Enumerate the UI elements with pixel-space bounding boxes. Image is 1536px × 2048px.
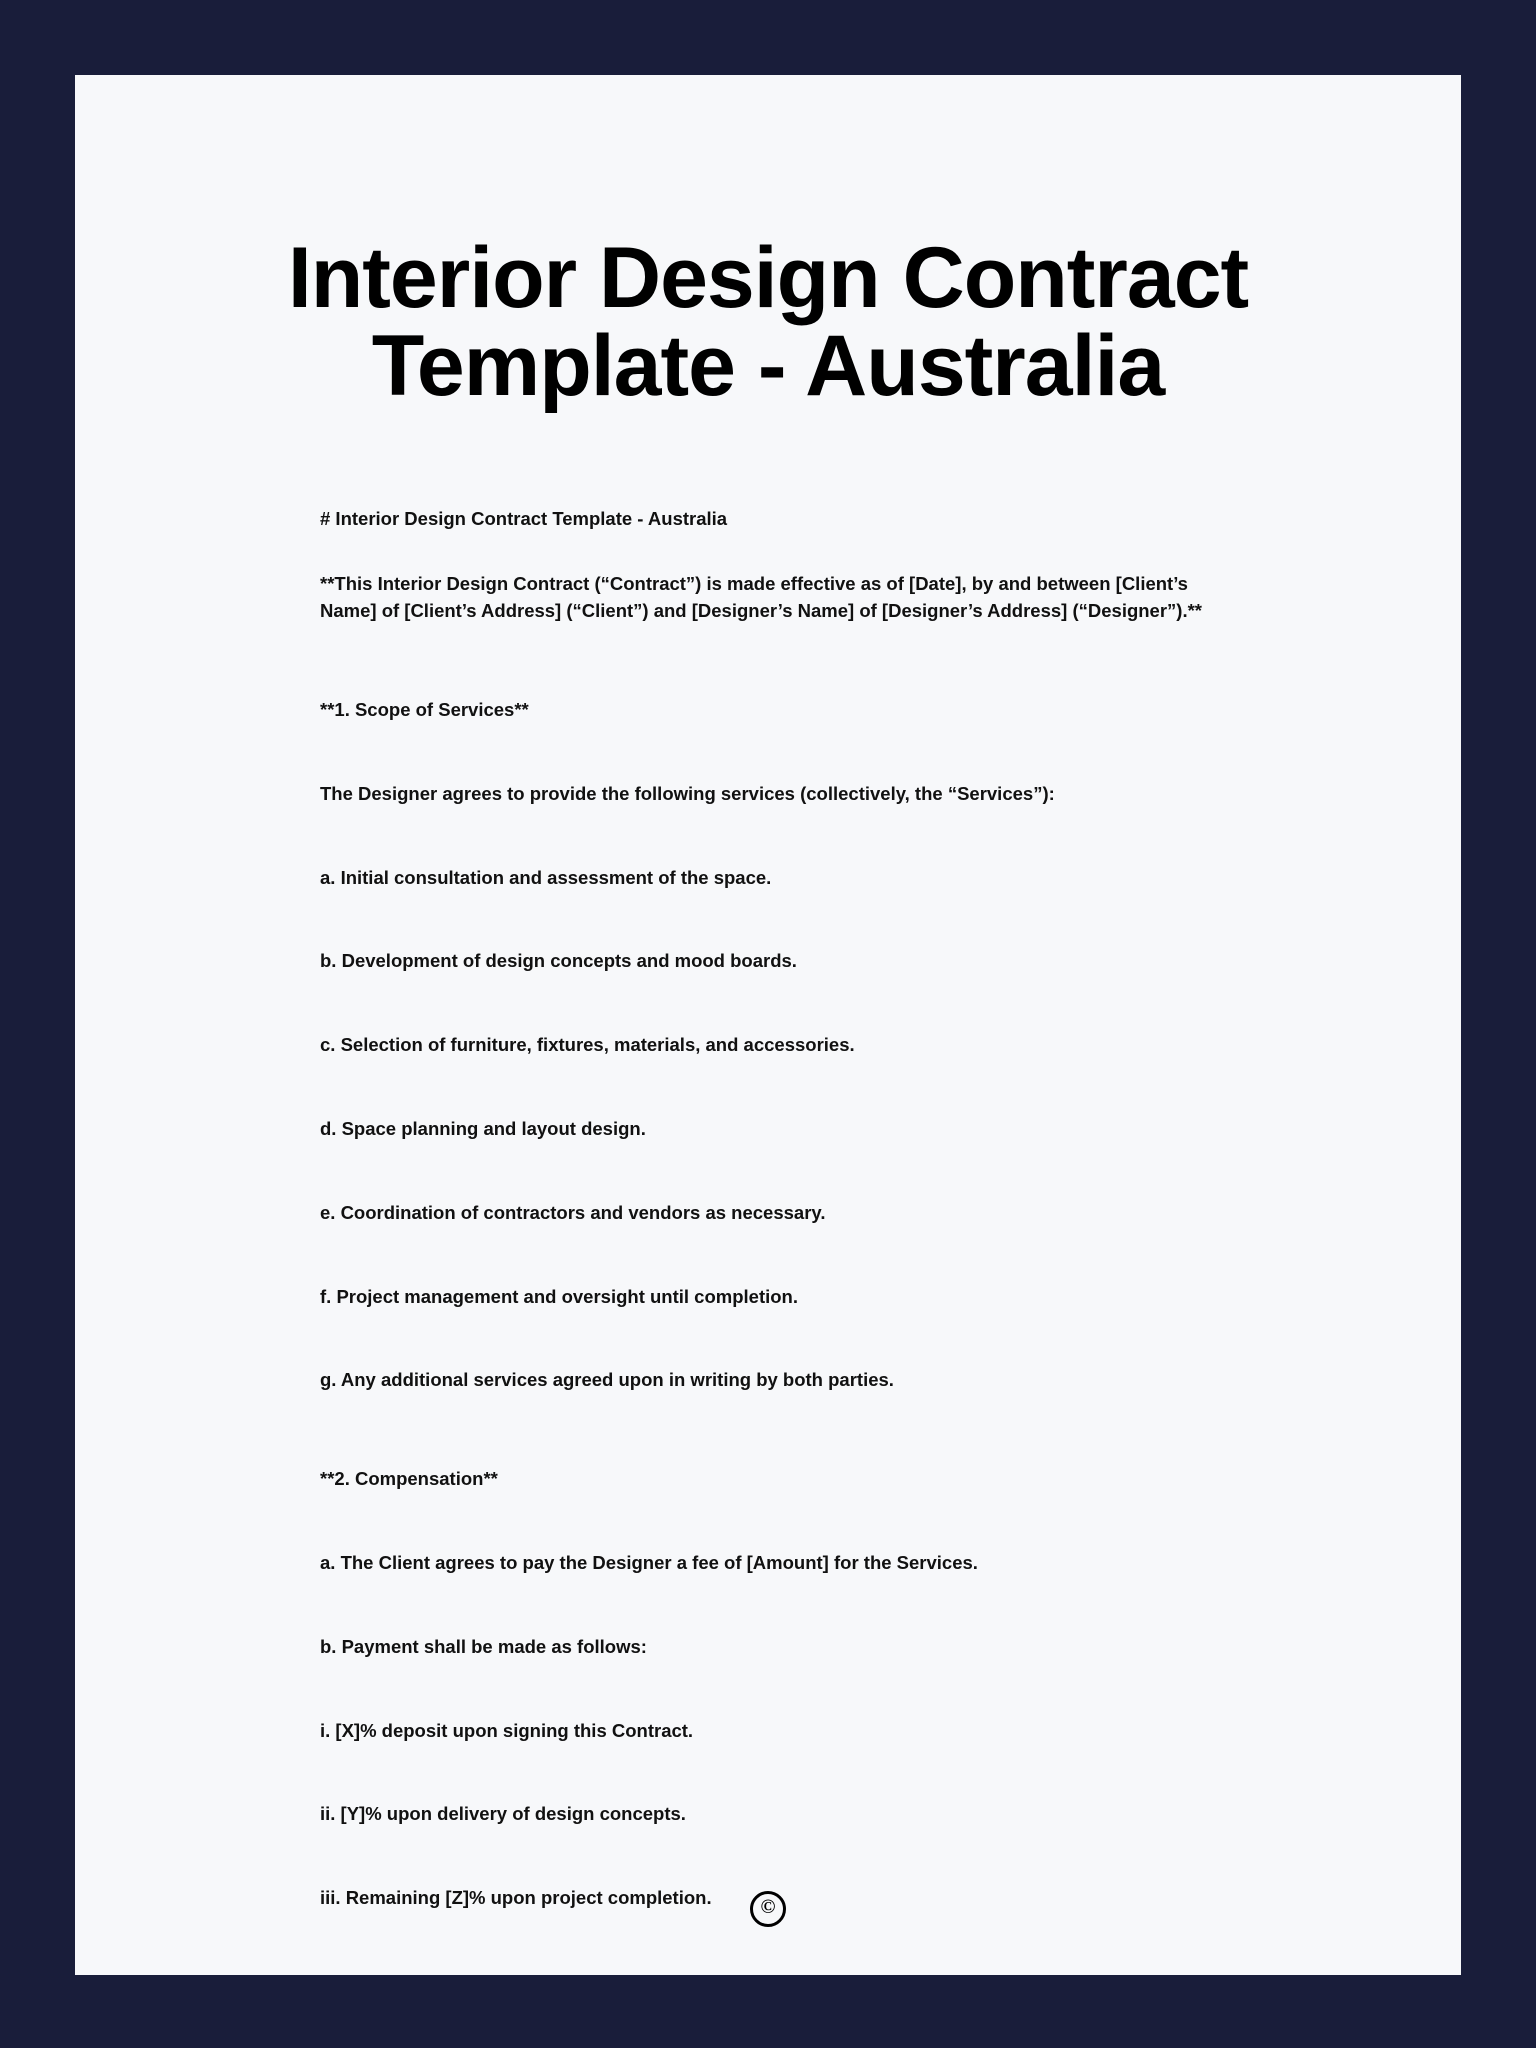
spacer — [320, 1310, 1216, 1367]
spacer — [320, 625, 1216, 697]
copyright-icon: © — [750, 1891, 786, 1927]
list-item: a. Initial consultation and assessment of the space. — [320, 866, 772, 888]
list-item: i. [X]% deposit upon signing this Contract. — [320, 1719, 694, 1741]
section-1-lead: The Designer agrees to provide the following services (collectively, the “Services”): — [320, 782, 1055, 804]
page-footer — [75, 1891, 1461, 1927]
document-body — [75, 506, 1461, 1912]
spacer — [320, 1744, 1216, 1801]
list-item: d. Space planning and layout design. — [320, 1117, 646, 1139]
spacer — [320, 1828, 1216, 1885]
list-item: g. Any additional services agreed upon in writing by both parties. — [320, 1369, 894, 1391]
spacer — [320, 1143, 1216, 1200]
spacer — [320, 1227, 1216, 1284]
spacer — [320, 975, 1216, 1032]
markdown-heading-line: # Interior Design Contract Template - Australia — [320, 508, 728, 530]
section-2-heading: **2. Compensation** — [320, 1468, 498, 1490]
list-item: ii. [Y]% upon delivery of design concepts. — [320, 1803, 686, 1825]
spacer — [320, 1493, 1216, 1550]
list-item: b. Development of design concepts and mood boards. — [320, 950, 797, 972]
list-item: e. Coordination of contractors and vendors as necessary. — [320, 1201, 826, 1223]
spacer — [320, 533, 1216, 571]
spacer — [320, 1059, 1216, 1116]
spacer — [320, 1577, 1216, 1634]
list-item: a. The Client agrees to pay the Designer a fee of [Amount] for the Services. — [320, 1552, 978, 1573]
spacer — [320, 808, 1216, 865]
spacer — [320, 891, 1216, 948]
list-item: iii. Remaining [Z]% upon project completion. — [320, 1887, 712, 1909]
spacer — [320, 724, 1216, 781]
document-page — [75, 75, 1461, 1975]
section-1-heading: **1. Scope of Services** — [320, 698, 529, 720]
intro-paragraph: **This Interior Design Contract (“Contract”) is made effective as of [Date], by and between [Client’s Name] of [Client’s Address] (“Client”) and [Designer’s Name] of [Designer’s Address] (“Designer”).** — [320, 573, 1202, 622]
list-item: f. Project management and oversight until completion. — [320, 1285, 798, 1307]
spacer — [320, 1661, 1216, 1718]
list-item: c. Selection of furniture, fixtures, materials, and accessories. — [320, 1034, 855, 1056]
page-title: Interior Design Contract Template - Australia — [287, 230, 1249, 414]
list-item: b. Payment shall be made as follows: — [320, 1635, 647, 1657]
spacer — [320, 1394, 1216, 1466]
